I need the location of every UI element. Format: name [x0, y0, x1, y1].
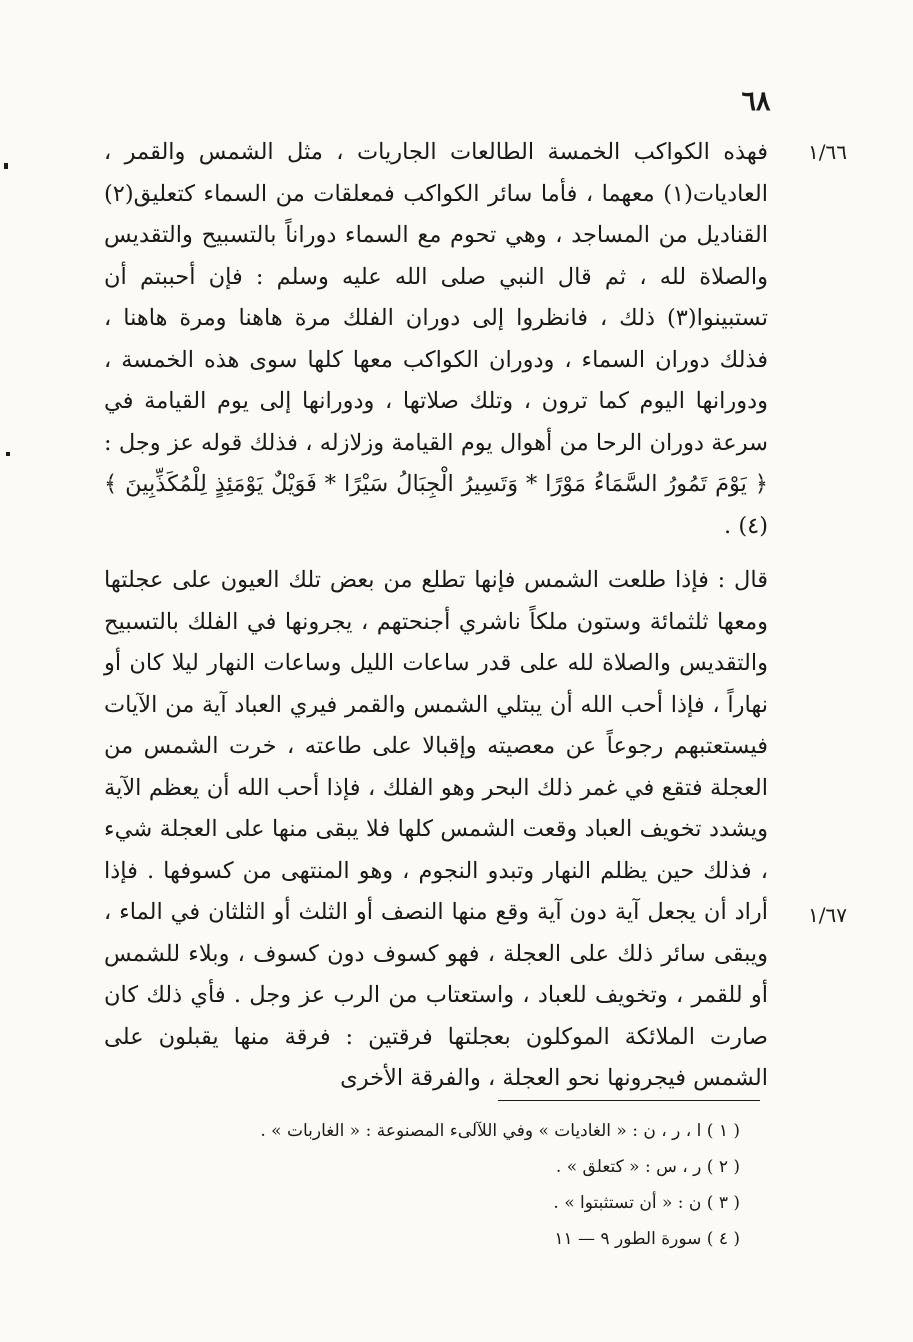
- footnote: ( ١ ) ا ، ر ، ن : « الغاديات » وفي اللآلىء المصنوعة : « الغاربات » .: [260, 1121, 740, 1141]
- footnote: ( ٣ ) ن : « أن تستثبتوا » .: [553, 1193, 740, 1213]
- page-number: ٦٨: [741, 86, 771, 117]
- body-paragraph: قال : فإذا طلعت الشمس فإنها تطلع من بعض تلك العيون على عجلتها ومعها ثلثمائة وستون ملكاً ناشري أجنحتهم ، يجرونها في الفلك بالتسبيح والتقديس والصلاة لله على قدر ساعات الليل وساعات النهار ليلا كان أو نهاراً ، فإذا أحب الله أن يبتلي الشمس والقمر فيري العباد آية من الآيات فيستعتبهم رجوعاً عن معصيته وإقبالا على طاعته ، خرت الشمس من العجلة فتقع في غمر ذلك البحر وهو الفلك ، فإذا أحب الله أن يعظم الآية ويشدد تخويف العباد وقعت الشمس كلها فلا يبقى منها على العجلة شيء ، فذلك حين يظلم النهار وتبدو النجوم ، وهو المنتهى من كسوفها . فإذا أراد أن يجعل آية دون آية وقع منها النصف أو الثلث أو الثلثان في الماء ، ويبقى سائر ذلك على العجلة ، فهو كسوف دون كسوف ، وبلاء للشمس أو للقمر ، وتخويف للعباد ، واستعتاب من الرب عز وجل . فأي ذلك كان صارت الملائكة الموكلون بعجلتها فرقتين : فرقة منها يقبلون على الشمس فيجرونها نحو العجلة ، والفرقة الأخرى: [104, 567, 768, 1091]
- scan-artifact-mark: [6, 452, 10, 456]
- scan-artifact-mark: [4, 163, 8, 169]
- footnotes-list: [260, 1113, 740, 1257]
- footnote: ( ٢ ) ر ، س : « كتعلق » .: [555, 1157, 740, 1177]
- margin-reference: ١/٦٦: [808, 140, 847, 164]
- body-paragraph: فهذه الكواكب الخمسة الطالعات الجاريات ، مثل الشمس والقمر ، العاديات(١) معهما ، فأما سائر الكواكب فمعلقات من السماء كتعليق(٢) القناديل من المساجد ، وهي تحوم مع السماء دوراناً بالتسبيح والتقديس والصلاة لله ، ثم قال النبي صلى الله عليه وسلم : فإن أحببتم أن تستبينوا(٣) ذلك ، فانظروا إلى دوران الفلك مرة هاهنا ومرة هاهنا ، فذلك دوران السماء ، ودوران الكواكب معها كلها سوى هذه الخمسة ، ودورانها اليوم كما ترون ، وتلك صلاتها ، ودورانها إلى يوم القيامة في سرعة دوران الرحا من أهوال يوم القيامة وزلازله ، فذلك قوله عز وجل : ﴿ يَوْمَ تَمُورُ السَّمَاءُ مَوْرًا * وَتَسِيرُ الْجِبَالُ سَيْرًا * فَوَيْلٌ يَوْمَئِذٍ لِلْمُكَذِّبِينَ ﴾(٤) .: [104, 139, 768, 539]
- footnote-divider: [498, 1100, 760, 1101]
- footnote: ( ٤ ) سورة الطور ٩ — ١١: [554, 1229, 740, 1249]
- margin-reference: ١/٦٧: [808, 903, 847, 927]
